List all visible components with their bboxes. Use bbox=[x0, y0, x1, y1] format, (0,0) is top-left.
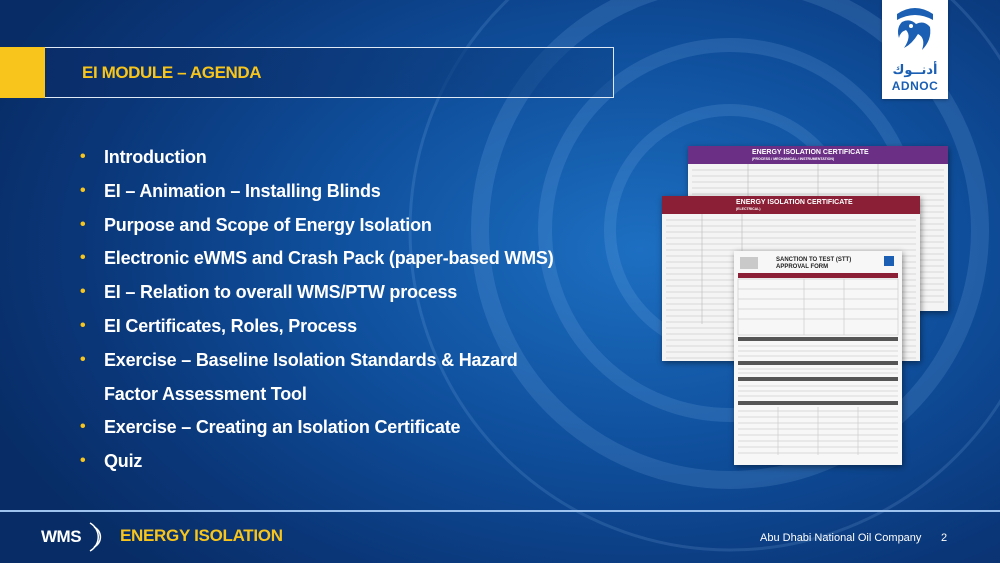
bullet-icon: • bbox=[80, 452, 86, 470]
bullet-icon: • bbox=[80, 181, 86, 199]
wms-label: WMS bbox=[41, 527, 82, 546]
bullet-icon: • bbox=[80, 350, 86, 368]
bullet-icon: • bbox=[80, 316, 86, 334]
agenda-item: • Introduction bbox=[80, 144, 554, 178]
bullet-icon: • bbox=[80, 283, 86, 301]
title-bar bbox=[45, 47, 614, 98]
agenda-item: • EI – Animation – Installing Blinds bbox=[80, 178, 554, 212]
bullet-icon: • bbox=[80, 215, 86, 233]
page-title: EI MODULE – AGENDA bbox=[82, 62, 262, 82]
falcon-icon bbox=[882, 0, 948, 62]
module-label: ENERGY ISOLATION bbox=[120, 526, 283, 545]
bullet-icon: • bbox=[80, 418, 86, 436]
page-number: 2 bbox=[941, 532, 948, 544]
agenda-item: • Exercise – Creating an Isolation Certificate bbox=[80, 414, 554, 448]
agenda-item: • EI – Relation to overall WMS/PTW process bbox=[80, 279, 554, 313]
agenda-item-continuation: Factor Assessment Tool bbox=[104, 383, 307, 404]
bullet-icon: • bbox=[80, 249, 86, 267]
bullet-icon: • bbox=[80, 148, 86, 165]
certificate-document-process: ENERGY ISOLATION CERTIFICATE (PROCESS / MECHANICAL / INSTRUMENTATION) bbox=[688, 146, 948, 311]
certificate-document-electrical: ENERGY ISOLATION CERTIFICATE (ELECTRICAL) bbox=[662, 196, 920, 361]
logo-arabic-text: أدنــوك bbox=[892, 63, 938, 78]
agenda-list bbox=[80, 144, 554, 482]
agenda-item: • EI Certificates, Roles, Process bbox=[80, 313, 554, 347]
title-accent-bar bbox=[0, 47, 45, 98]
logo-english-text: ADNOC bbox=[891, 79, 939, 93]
agenda-item: • Quiz bbox=[80, 448, 554, 482]
sanction-to-test-form: SANCTION TO TEST (STT) APPROVAL FORM bbox=[734, 251, 902, 465]
adnoc-logo bbox=[882, 0, 948, 99]
agenda-item: • Purpose and Scope of Energy Isolation bbox=[80, 212, 554, 246]
company-name: Abu Dhabi National Oil Company bbox=[760, 532, 922, 544]
agenda-item: • Electronic eWMS and Crash Pack (paper-based WMS) bbox=[80, 245, 554, 279]
agenda-item: • Exercise – Baseline Isolation Standards & Hazard bbox=[80, 347, 554, 381]
footer-divider bbox=[0, 510, 1000, 512]
